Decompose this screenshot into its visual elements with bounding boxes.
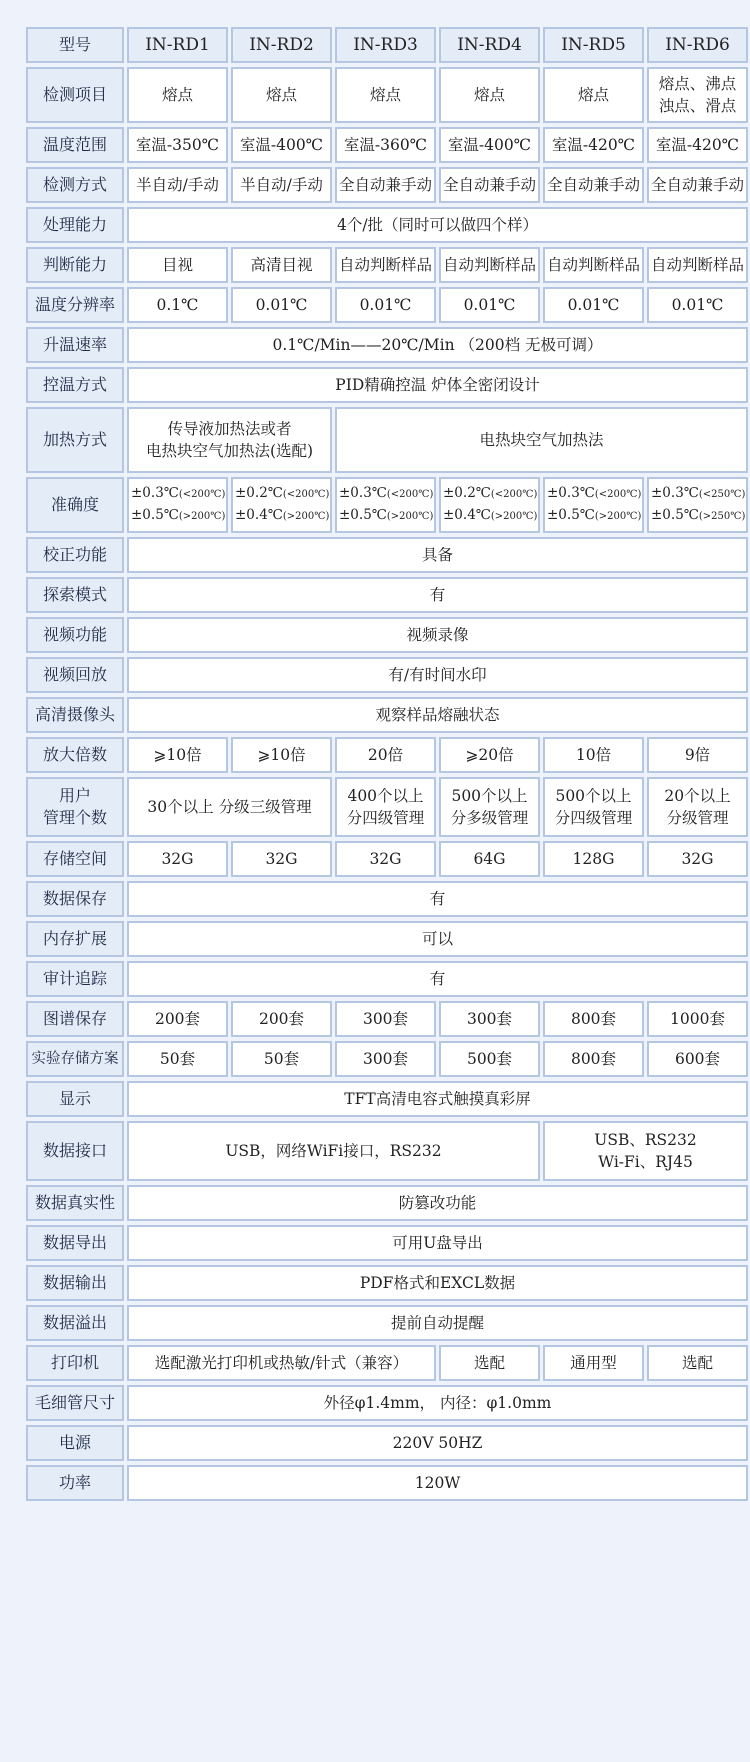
row-data-save <box>26 881 748 917</box>
accuracy-cell <box>127 477 228 533</box>
cell <box>335 777 436 837</box>
cell: 通用型 <box>543 1345 644 1381</box>
cell: 选配 <box>647 1345 748 1381</box>
row-overflow <box>26 1305 748 1341</box>
row-label: 审计追踪 <box>26 961 124 997</box>
cell: 半自动/手动 <box>127 167 228 203</box>
row-label: 加热方式 <box>26 407 124 473</box>
cell: 0.01℃ <box>335 287 436 323</box>
cell: 室温-400℃ <box>231 127 332 163</box>
cell: 全自动兼手动 <box>335 167 436 203</box>
cell-line: 400个以上 <box>347 787 424 805</box>
cell: ⩾10倍 <box>127 737 228 773</box>
cell: 32G <box>127 841 228 877</box>
row-search-mode <box>26 577 748 613</box>
row-capillary <box>26 1385 748 1421</box>
row-video <box>26 617 748 653</box>
spec-table-container <box>26 27 746 1501</box>
cell: 32G <box>231 841 332 877</box>
cell-span: 有 <box>127 577 748 613</box>
row-heating-rate <box>26 327 748 363</box>
cell-line: 分级管理 <box>666 809 729 827</box>
accuracy-condition: (<200℃) <box>386 489 434 500</box>
cell-line: 电热块空气加热法(选配) <box>145 442 314 460</box>
cell: 室温-360℃ <box>335 127 436 163</box>
accuracy-condition: (<200℃) <box>594 489 642 500</box>
cell: 800套 <box>543 1041 644 1077</box>
row-export <box>26 1225 748 1261</box>
cell-span: 30个以上 分级三级管理 <box>127 777 332 837</box>
row-capacity <box>26 207 748 243</box>
cell-span: TFT高清电容式触摸真彩屏 <box>127 1081 748 1117</box>
accuracy-condition: (<200℃) <box>282 489 330 500</box>
row-judgement <box>26 247 748 283</box>
cell: ⩾10倍 <box>231 737 332 773</box>
cell: 半自动/手动 <box>231 167 332 203</box>
row-label: 内存扩展 <box>26 921 124 957</box>
cell: 自动判断样品 <box>543 247 644 283</box>
cell: 600套 <box>647 1041 748 1077</box>
row-label: 处理能力 <box>26 207 124 243</box>
cell: 128G <box>543 841 644 877</box>
cell: 自动判断样品 <box>647 247 748 283</box>
cell: 300套 <box>335 1001 436 1037</box>
cell-span: 视频录像 <box>127 617 748 653</box>
row-label: 检测方式 <box>26 167 124 203</box>
row-label-line: 管理个数 <box>42 808 107 827</box>
cell-line: 500个以上 <box>555 787 632 805</box>
cell-line: 20个以上 <box>664 787 731 805</box>
cell: 32G <box>335 841 436 877</box>
row-users <box>26 777 748 837</box>
accuracy-cell <box>543 477 644 533</box>
cell-span: 220V 50HZ <box>127 1425 748 1461</box>
model-in-rd2: IN-RD2 <box>231 27 332 63</box>
accuracy-cell <box>231 477 332 533</box>
row-label: 数据接口 <box>26 1121 124 1181</box>
accuracy-value: ±0.5℃ <box>651 507 699 523</box>
accuracy-condition: (>250℃) <box>698 511 746 522</box>
spec-table <box>23 23 750 1505</box>
row-camera <box>26 697 748 733</box>
accuracy-value: ±0.2℃ <box>443 485 491 501</box>
cell: 800套 <box>543 1001 644 1037</box>
accuracy-cell <box>335 477 436 533</box>
row-label: 判断能力 <box>26 247 124 283</box>
row-label: 视频回放 <box>26 657 124 693</box>
row-calibration <box>26 537 748 573</box>
cell-line: USB、RS232 <box>594 1131 697 1149</box>
cell-line: 熔点、沸点 <box>658 75 737 93</box>
cell <box>439 777 540 837</box>
row-playback <box>26 657 748 693</box>
cell: 200套 <box>127 1001 228 1037</box>
row-accuracy <box>26 477 748 533</box>
cell: 选配 <box>439 1345 540 1381</box>
cell-span: USB，网络WiFi接口，RS232 <box>127 1121 540 1181</box>
accuracy-condition: (>200℃) <box>386 511 434 522</box>
accuracy-condition: (<200℃) <box>178 489 226 500</box>
row-label: 电源 <box>26 1425 124 1461</box>
cell: 10倍 <box>543 737 644 773</box>
row-label: 显示 <box>26 1081 124 1117</box>
row-experiments <box>26 1041 748 1077</box>
row-printer <box>26 1345 748 1381</box>
cell-span: 4个/批（同时可以做四个样） <box>127 207 748 243</box>
row-heating-method <box>26 407 748 473</box>
row-label-line: 用户 <box>58 786 91 805</box>
cell: 全自动兼手动 <box>439 167 540 203</box>
row-authenticity <box>26 1185 748 1221</box>
row-label: 准确度 <box>26 477 124 533</box>
row-label <box>26 777 124 837</box>
cell: 熔点 <box>439 67 540 123</box>
accuracy-value: ±0.5℃ <box>339 507 387 523</box>
cell-span: PID精确控温 炉体全密闭设计 <box>127 367 748 403</box>
row-label: 温度分辨率 <box>26 287 124 323</box>
cell-span: 有/有时间水印 <box>127 657 748 693</box>
cell: 1000套 <box>647 1001 748 1037</box>
row-label: 校正功能 <box>26 537 124 573</box>
row-audit <box>26 961 748 997</box>
cell: 0.01℃ <box>543 287 644 323</box>
cell: 室温-400℃ <box>439 127 540 163</box>
row-label: 功率 <box>26 1465 124 1501</box>
cell: 自动判断样品 <box>335 247 436 283</box>
accuracy-condition: (>200℃) <box>594 511 642 522</box>
cell-line: 分四级管理 <box>346 809 425 827</box>
cell-line: 浊点、滑点 <box>658 97 737 115</box>
row-test-item <box>26 67 748 123</box>
cell: ⩾20倍 <box>439 737 540 773</box>
accuracy-value: ±0.5℃ <box>547 507 595 523</box>
cell-span: PDF格式和EXCL数据 <box>127 1265 748 1301</box>
cell: 300套 <box>335 1041 436 1077</box>
cell-span: 防篡改功能 <box>127 1185 748 1221</box>
cell-span: 120W <box>127 1465 748 1501</box>
cell: 32G <box>647 841 748 877</box>
row-label: 数据真实性 <box>26 1185 124 1221</box>
accuracy-cell <box>439 477 540 533</box>
row-label: 毛细管尺寸 <box>26 1385 124 1421</box>
row-output <box>26 1265 748 1301</box>
cell: 300套 <box>439 1001 540 1037</box>
row-label: 温度范围 <box>26 127 124 163</box>
cell <box>647 67 748 123</box>
row-label: 高清摄像头 <box>26 697 124 733</box>
cell: 熔点 <box>335 67 436 123</box>
model-in-rd1: IN-RD1 <box>127 27 228 63</box>
cell: 20倍 <box>335 737 436 773</box>
cell: 0.1℃ <box>127 287 228 323</box>
cell-line: Wi-Fi、RJ45 <box>598 1153 693 1171</box>
row-power <box>26 1465 748 1501</box>
cell-span: 有 <box>127 961 748 997</box>
row-label: 数据保存 <box>26 881 124 917</box>
accuracy-value: ±0.3℃ <box>339 485 387 501</box>
cell: 200套 <box>231 1001 332 1037</box>
accuracy-condition: (<200℃) <box>490 489 538 500</box>
row-label: 打印机 <box>26 1345 124 1381</box>
accuracy-cell <box>647 477 748 533</box>
row-temp-range <box>26 127 748 163</box>
cell-span: 选配激光打印机或热敏/针式（兼容） <box>127 1345 436 1381</box>
cell: 64G <box>439 841 540 877</box>
cell-span: 观察样品熔融状态 <box>127 697 748 733</box>
accuracy-value: ±0.3℃ <box>547 485 595 501</box>
model-in-rd3: IN-RD3 <box>335 27 436 63</box>
cell: 目视 <box>127 247 228 283</box>
cell: 50套 <box>127 1041 228 1077</box>
cell-span: 外径φ1.4mm， 内径：φ1.0mm <box>127 1385 748 1421</box>
accuracy-value: ±0.3℃ <box>131 485 179 501</box>
row-temp-control <box>26 367 748 403</box>
accuracy-condition: (>200℃) <box>282 511 330 522</box>
row-label: 数据输出 <box>26 1265 124 1301</box>
row-label: 升温速率 <box>26 327 124 363</box>
cell-span: 可以 <box>127 921 748 957</box>
cell: 熔点 <box>127 67 228 123</box>
row-interface <box>26 1121 748 1181</box>
row-label: 控温方式 <box>26 367 124 403</box>
cell-line: 分四级管理 <box>554 809 633 827</box>
row-label: 存储空间 <box>26 841 124 877</box>
cell: 0.01℃ <box>231 287 332 323</box>
cell: 熔点 <box>543 67 644 123</box>
model-in-rd6: IN-RD6 <box>647 27 748 63</box>
cell-line: 分多级管理 <box>450 809 529 827</box>
cell-span: 具备 <box>127 537 748 573</box>
row-test-mode <box>26 167 748 203</box>
cell <box>647 777 748 837</box>
cell: 熔点 <box>231 67 332 123</box>
row-label: 视频功能 <box>26 617 124 653</box>
row-display <box>26 1081 748 1117</box>
row-label: 放大倍数 <box>26 737 124 773</box>
cell: 0.01℃ <box>439 287 540 323</box>
cell-span <box>543 1121 748 1181</box>
cell-span: 电热块空气加热法 <box>335 407 748 473</box>
accuracy-condition: (>200℃) <box>490 511 538 522</box>
accuracy-value: ±0.4℃ <box>443 507 491 523</box>
row-temp-resolution <box>26 287 748 323</box>
cell-span: 提前自动提醒 <box>127 1305 748 1341</box>
row-spectra <box>26 1001 748 1037</box>
model-in-rd5: IN-RD5 <box>543 27 644 63</box>
cell-span <box>127 407 332 473</box>
row-label: 检测项目 <box>26 67 124 123</box>
model-header-row <box>26 27 748 63</box>
accuracy-value: ±0.4℃ <box>235 507 283 523</box>
cell: 室温-420℃ <box>647 127 748 163</box>
cell-line: 500个以上 <box>451 787 528 805</box>
row-label: 数据导出 <box>26 1225 124 1261</box>
cell: 室温-350℃ <box>127 127 228 163</box>
accuracy-condition: (<250℃) <box>698 489 746 500</box>
accuracy-value: ±0.5℃ <box>131 507 179 523</box>
cell: 9倍 <box>647 737 748 773</box>
row-memory-extension <box>26 921 748 957</box>
model-in-rd4: IN-RD4 <box>439 27 540 63</box>
cell-span: 有 <box>127 881 748 917</box>
cell: 全自动兼手动 <box>543 167 644 203</box>
accuracy-value: ±0.2℃ <box>235 485 283 501</box>
cell: 500套 <box>439 1041 540 1077</box>
cell: 0.01℃ <box>647 287 748 323</box>
cell <box>543 777 644 837</box>
row-storage <box>26 841 748 877</box>
row-power-supply <box>26 1425 748 1461</box>
cell: 高清目视 <box>231 247 332 283</box>
cell-span: 可用U盘导出 <box>127 1225 748 1261</box>
cell: 全自动兼手动 <box>647 167 748 203</box>
row-magnification <box>26 737 748 773</box>
cell-line: 传导液加热法或者 <box>167 420 292 438</box>
accuracy-value: ±0.3℃ <box>651 485 699 501</box>
row-label: 探索模式 <box>26 577 124 613</box>
row-label: 实验存储方案 <box>26 1041 124 1077</box>
cell: 自动判断样品 <box>439 247 540 283</box>
accuracy-condition: (>200℃) <box>178 511 226 522</box>
cell: 室温-420℃ <box>543 127 644 163</box>
header-label: 型号 <box>26 27 124 63</box>
row-label: 图谱保存 <box>26 1001 124 1037</box>
cell-span: 0.1℃/Min——20℃/Min （200档 无极可调） <box>127 327 748 363</box>
cell: 50套 <box>231 1041 332 1077</box>
row-label: 数据溢出 <box>26 1305 124 1341</box>
